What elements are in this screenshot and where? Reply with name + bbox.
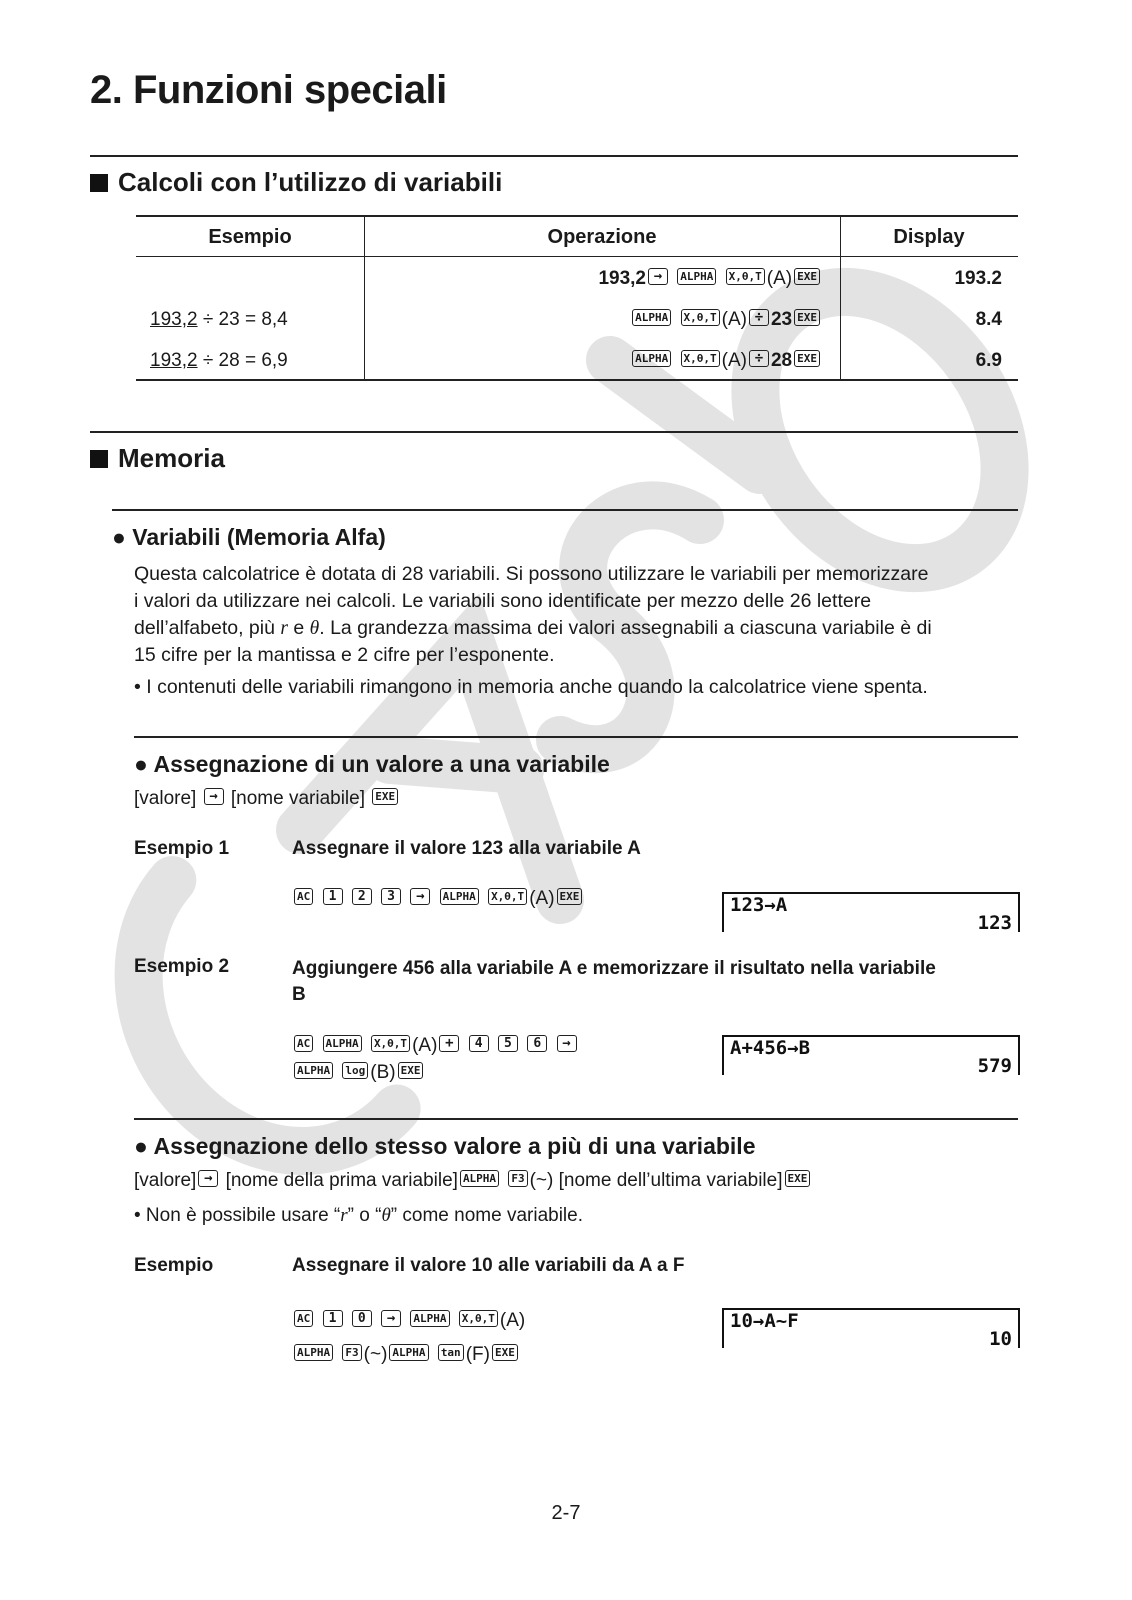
x-theta-t-key-icon: X,θ,T: [371, 1035, 410, 1052]
calculator-screen: 10→A~F 10: [722, 1308, 1020, 1348]
digit-key-icon: 1: [323, 888, 343, 905]
exe-key-icon: EXE: [492, 1344, 518, 1361]
square-bullet-icon: [90, 174, 108, 192]
digit-key-icon: 5: [498, 1035, 518, 1052]
table-header-display: Display: [893, 226, 965, 248]
alpha-key-icon: ALPHA: [440, 888, 479, 905]
table-row-operation: 193,2 → ALPHA X,θ,T (A) EXE: [598, 268, 822, 290]
table-row-display: 6.9: [975, 350, 1002, 371]
alpha-key-icon: ALPHA: [677, 268, 716, 285]
table-row-operation: ALPHA X,θ,T (A) ÷ 23 EXE: [630, 309, 822, 331]
table-header-rule: [136, 256, 1018, 257]
exe-key-icon: EXE: [557, 888, 583, 905]
section-heading-memory: Memoria: [90, 443, 225, 474]
syntax-line: [valore] → [nome variabile] EXE: [134, 788, 400, 810]
store-arrow-key-icon: →: [198, 1170, 218, 1187]
x-theta-t-key-icon: X,θ,T: [488, 888, 527, 905]
ac-key-icon: AC: [294, 1035, 313, 1052]
table-bottom-rule: [136, 379, 1018, 381]
example-description: Assegnare il valore 123 alla variabile A: [292, 838, 641, 859]
alpha-key-icon: ALPHA: [632, 350, 671, 367]
digit-key-icon: 3: [381, 888, 401, 905]
x-theta-t-key-icon: X,θ,T: [681, 350, 720, 367]
subsection-divider: [134, 1118, 1018, 1120]
bullet-icon: ●: [134, 1133, 148, 1159]
table-row-display: 193.2: [954, 268, 1002, 289]
alpha-key-icon: ALPHA: [410, 1310, 449, 1327]
subsection-heading-assign-multiple: ● Assegnazione dello stesso valore a più di una variabile: [134, 1133, 756, 1159]
digit-key-icon: 2: [352, 888, 372, 905]
alpha-key-icon: ALPHA: [460, 1170, 499, 1187]
plus-key-icon: +: [439, 1035, 459, 1052]
subsection-heading-assign-value: ● Assegnazione di un valore a una variabile: [134, 751, 610, 777]
table-row-operation: ALPHA X,θ,T (A) ÷ 28 EXE: [630, 350, 822, 372]
digit-key-icon: 4: [469, 1035, 489, 1052]
example-description: Assegnare il valore 10 alle variabili da A a F: [292, 1255, 685, 1276]
key-sequence: AC ALPHA X,θ,T (A) + 4 5 6 → ALPHA log (B) EXE: [292, 1032, 579, 1086]
page-number: 2-7: [551, 1502, 581, 1524]
subsection-heading-alpha-memory: ● Variabili (Memoria Alfa): [112, 524, 386, 550]
note-text: • I contenuti delle variabili rimangono in memoria anche quando la calcolatrice viene spenta.: [134, 676, 928, 698]
example-description: Aggiungere 456 alla variabile A e memorizzare il risultato nella variabile B: [292, 958, 936, 1005]
store-arrow-key-icon: →: [648, 268, 668, 285]
f3-key-icon: F3: [342, 1344, 361, 1361]
table-row-example: 193,2 ÷ 23 = 8,4: [150, 309, 288, 330]
alpha-key-icon: ALPHA: [389, 1344, 428, 1361]
exe-key-icon: EXE: [794, 309, 820, 326]
example-label: Esempio 1: [134, 838, 230, 859]
note-text: • Non è possibile usare “r” o “θ” come nome variabile.: [134, 1205, 583, 1226]
table-row-example: 193,2 ÷ 28 = 6,9: [150, 350, 288, 371]
f3-key-icon: F3: [508, 1170, 527, 1187]
digit-key-icon: 0: [352, 1310, 372, 1327]
store-arrow-key-icon: →: [557, 1035, 577, 1052]
tan-key-icon: tan: [438, 1344, 464, 1361]
table-header-operation: Operazione: [547, 226, 657, 248]
page-title: 2. Funzioni speciali: [90, 68, 447, 112]
key-sequence: AC 1 2 3 → ALPHA X,θ,T (A) EXE: [292, 888, 584, 910]
store-arrow-key-icon: →: [381, 1310, 401, 1327]
x-theta-t-key-icon: X,θ,T: [726, 268, 765, 285]
store-arrow-key-icon: →: [410, 888, 430, 905]
syntax-line: [valore] → [nome della prima variabile] ALPHA F3 (~) [nome dell’ultima variabile] EXE: [134, 1170, 812, 1192]
log-key-icon: log: [342, 1062, 368, 1079]
calculator-screen: A+456→B 579: [722, 1035, 1020, 1075]
exe-key-icon: EXE: [785, 1170, 811, 1187]
x-theta-t-key-icon: X,θ,T: [681, 309, 720, 326]
subsection-divider: [112, 509, 1018, 511]
alpha-key-icon: ALPHA: [294, 1344, 333, 1361]
description-paragraph: Questa calcolatrice è dotata di 28 variabili. Si possono utilizzare le variabili per memorizzare i valori da utilizzare nei calcoli. Le variabili sono identificate per mezzo delle 26 lettere dell’alfabeto, più r e θ. La grandezza massima dei valori assegnabili a ciascuna variabile è di 15 cifre per la mantissa e 2 cifre per l’esponente.: [134, 563, 932, 666]
bullet-icon: ●: [112, 524, 126, 550]
divide-key-icon: ÷: [749, 350, 769, 367]
key-sequence: AC 1 0 → ALPHA X,θ,T (A) ALPHA F3 (~) ALPHA tan (F) EXE: [292, 1304, 525, 1372]
calculator-screen: 123→A 123: [722, 892, 1020, 932]
x-theta-t-key-icon: X,θ,T: [459, 1310, 498, 1327]
table-top-rule: [136, 215, 1018, 217]
exe-key-icon: EXE: [372, 788, 398, 805]
section-heading-variables: Calcoli con l’utilizzo di variabili: [90, 167, 502, 198]
ac-key-icon: AC: [294, 1310, 313, 1327]
square-bullet-icon: [90, 450, 108, 468]
section-divider: [90, 155, 1018, 157]
subsection-divider: [134, 736, 1018, 738]
section-divider: [90, 431, 1018, 433]
digit-key-icon: 1: [323, 1310, 343, 1327]
divide-key-icon: ÷: [749, 309, 769, 326]
example-label: Esempio: [134, 1255, 214, 1276]
table-header-example: Esempio: [208, 226, 292, 248]
alpha-key-icon: ALPHA: [632, 309, 671, 326]
table-row-display: 8.4: [975, 309, 1002, 330]
ac-key-icon: AC: [294, 888, 313, 905]
store-arrow-key-icon: →: [204, 788, 224, 805]
bullet-icon: ●: [134, 751, 148, 777]
alpha-key-icon: ALPHA: [294, 1062, 333, 1079]
digit-key-icon: 6: [527, 1035, 547, 1052]
example-label: Esempio 2: [134, 956, 230, 977]
exe-key-icon: EXE: [794, 350, 820, 367]
alpha-key-icon: ALPHA: [323, 1035, 362, 1052]
exe-key-icon: EXE: [794, 268, 820, 285]
exe-key-icon: EXE: [398, 1062, 424, 1079]
